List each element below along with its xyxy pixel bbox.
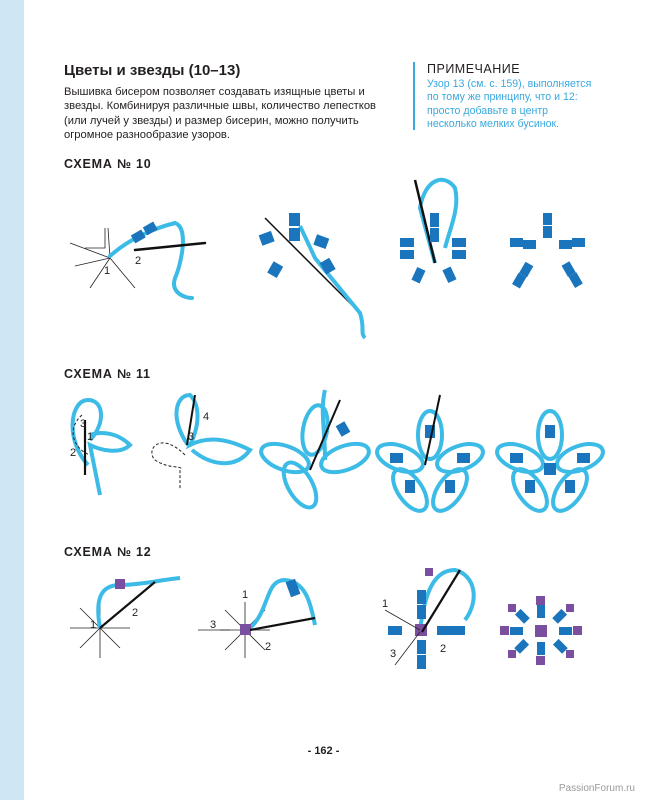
scheme-10-step-label-1: 1 [104, 265, 111, 277]
scheme-10-step-4 [510, 213, 585, 289]
scheme-12-step-label-1c: 1 [382, 598, 389, 610]
scheme-10-diagram [60, 168, 640, 348]
scheme-11-step-2 [152, 395, 250, 490]
scheme-12-step-label-2b: 2 [265, 641, 272, 653]
scheme-12-step-2 [198, 602, 270, 658]
scheme-10-step-2 [259, 213, 365, 338]
scheme-12-step-label-1b: 1 [242, 589, 249, 601]
scheme-11-step-label-4: 4 [203, 411, 210, 423]
scheme-12-step-label-2c: 2 [440, 643, 447, 655]
scheme-12-step-label-1a: 1 [90, 619, 97, 631]
watermark: PassionForum.ru [558, 783, 635, 794]
scheme-11-diagram [60, 380, 640, 530]
scheme-10-step-label-2: 2 [135, 255, 142, 267]
note-text: Узор 13 (см. с. 159), выполняется по тому же принципу, что и 12: просто добавьте в центр несколько мелких бусинок. [427, 78, 592, 131]
scheme-12-step-3 [385, 568, 474, 669]
scheme-11-step-label-3b: 3 [188, 431, 195, 443]
page-number: - 162 - [307, 745, 340, 757]
scheme-11-step-label-3a: 3 [80, 418, 87, 430]
scheme-12-step-4 [500, 596, 582, 665]
scheme-12-label: СХЕМА № 12 [64, 545, 152, 559]
scheme-10-step-1 [70, 228, 135, 288]
intro-paragraph: Вышивка бисером позволяет создавать изящные цветы и звезды. Комбинируя различные швы, количество лепестков (или лучей у звезды) и размер бисерин, можно получить огромное разнообразие узоров. [64, 86, 376, 142]
scheme-12-diagram [60, 560, 640, 680]
scheme-12-step-label-3a: 3 [210, 619, 217, 631]
scheme-11-step-label-1: 1 [87, 431, 94, 443]
scheme-10-label: СХЕМА № 10 [64, 157, 152, 171]
scheme-11-step-3 [257, 390, 372, 513]
scheme-10-step-3 [400, 180, 466, 284]
note-divider [413, 62, 415, 130]
scheme-11-label: СХЕМА № 11 [64, 367, 151, 381]
scheme-12-step-label-2a: 2 [132, 607, 139, 619]
scheme-11-step-label-2: 2 [70, 447, 77, 459]
note-heading: ПРИМЕЧАНИЕ [427, 62, 521, 76]
scheme-11-step-1 [73, 400, 130, 495]
scheme-12-step-label-3b: 3 [390, 648, 397, 660]
page-title: Цветы и звезды (10–13) [64, 62, 241, 79]
side-color-band [0, 0, 24, 800]
